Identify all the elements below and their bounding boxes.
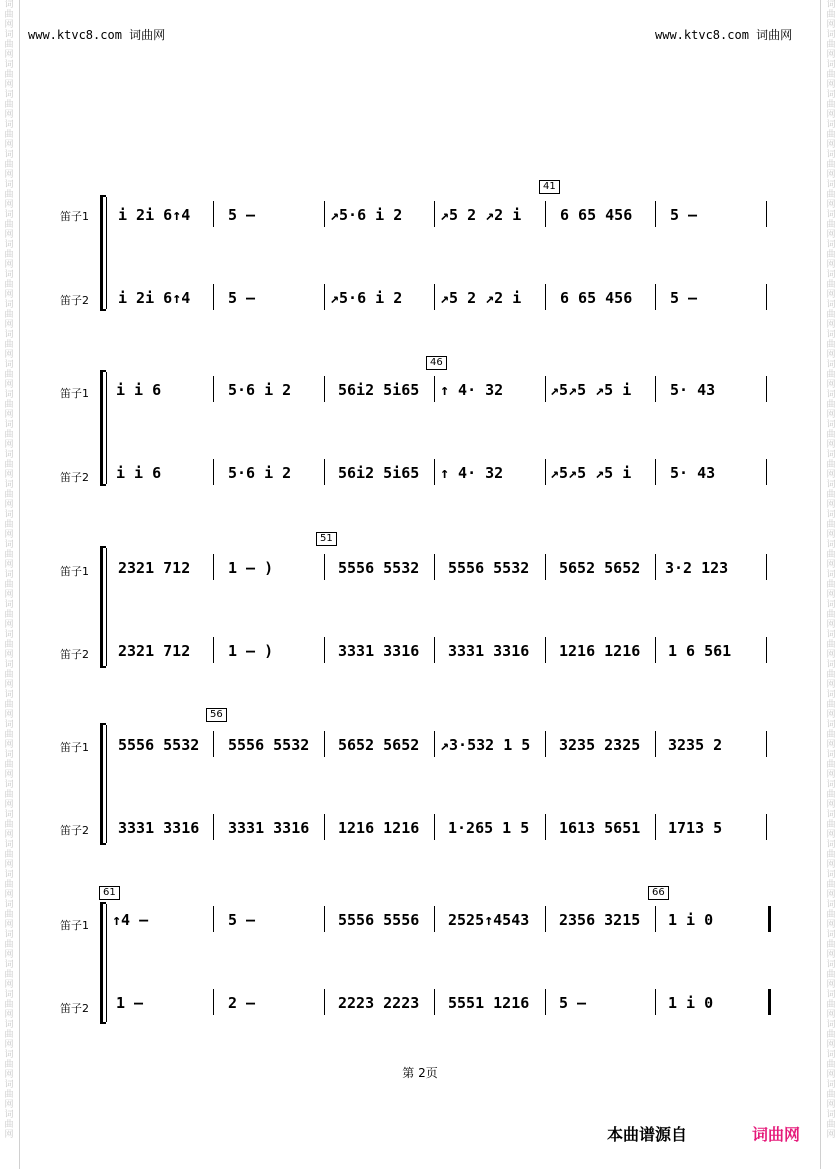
rehearsal-mark: 56 bbox=[206, 708, 227, 722]
source-label: 本曲谱源自 bbox=[607, 1125, 688, 1144]
measure: ↑4 – bbox=[112, 911, 149, 929]
barline bbox=[434, 201, 435, 227]
measure: 5· 43 bbox=[670, 381, 716, 399]
barline bbox=[655, 731, 656, 757]
measure: 3235 2325 bbox=[559, 736, 641, 754]
measure: 3·2 123 bbox=[665, 559, 729, 577]
barline bbox=[324, 376, 325, 402]
measure: 3331 3316 bbox=[118, 819, 200, 837]
measure: 3235 2 bbox=[668, 736, 723, 754]
measure: 2223 2223 bbox=[338, 994, 420, 1012]
right-border-line bbox=[820, 0, 821, 1169]
part-label: 笛子2 bbox=[60, 471, 89, 484]
right-watermark-strip: 词曲网词曲网词曲网词曲网词曲网词曲网词曲网词曲网词曲网词曲网词曲网词曲网词曲网词曲网词曲网词曲网词曲网词曲网词曲网词曲网词曲网词曲网词曲网词曲网词曲网词曲网词曲网词曲网词曲网词曲网词曲网词曲网词曲网词曲网词曲网词曲网词曲网词曲网 bbox=[826, 0, 836, 1140]
measure: 5 – bbox=[228, 911, 256, 929]
system-line bbox=[106, 725, 107, 843]
measure: 6 65 456 bbox=[560, 289, 633, 307]
barline bbox=[213, 554, 214, 580]
barline bbox=[434, 989, 435, 1015]
barline bbox=[434, 284, 435, 310]
system-line bbox=[106, 548, 107, 666]
measure: 1 – ) bbox=[228, 642, 274, 660]
barline bbox=[434, 554, 435, 580]
rehearsal-mark: 61 bbox=[99, 886, 120, 900]
barline bbox=[545, 989, 546, 1015]
measure: 56i2 5i65 bbox=[338, 381, 420, 399]
barline bbox=[545, 201, 546, 227]
measure: 5556 5532 bbox=[448, 559, 530, 577]
measure: i 2i 6↑4 bbox=[118, 206, 191, 224]
barline bbox=[655, 814, 656, 840]
barline bbox=[434, 906, 435, 932]
measure: 1 i 0 bbox=[668, 994, 714, 1012]
barline bbox=[434, 376, 435, 402]
barline bbox=[324, 284, 325, 310]
measure: 5556 5556 bbox=[338, 911, 420, 929]
measure: 56i2 5i65 bbox=[338, 464, 420, 482]
final-barline bbox=[768, 906, 771, 932]
barline bbox=[766, 201, 767, 227]
barline bbox=[655, 637, 656, 663]
barline bbox=[655, 906, 656, 932]
measure: ↑ 4· 32 bbox=[440, 381, 504, 399]
measure: 5556 5532 bbox=[118, 736, 200, 754]
barline bbox=[213, 989, 214, 1015]
barline bbox=[324, 554, 325, 580]
barline bbox=[655, 459, 656, 485]
barline bbox=[545, 459, 546, 485]
measure: 1 – ) bbox=[228, 559, 274, 577]
measure: ↗5 2 ↗2 i bbox=[440, 206, 522, 224]
part-label: 笛子2 bbox=[60, 1002, 89, 1015]
measure: ↑ 4· 32 bbox=[440, 464, 504, 482]
barline bbox=[655, 989, 656, 1015]
measure: ↗5↗5 ↗5 i bbox=[550, 464, 632, 482]
measure: 3331 3316 bbox=[338, 642, 420, 660]
measure: 5556 5532 bbox=[228, 736, 310, 754]
measure: 6 65 456 bbox=[560, 206, 633, 224]
barline bbox=[434, 459, 435, 485]
barline bbox=[213, 906, 214, 932]
measure: i i 6 bbox=[116, 464, 162, 482]
measure: 5652 5652 bbox=[559, 559, 641, 577]
barline bbox=[766, 554, 767, 580]
measure: 5652 5652 bbox=[338, 736, 420, 754]
rehearsal-mark: 46 bbox=[426, 356, 447, 370]
header-left-url[interactable]: www.ktvc8.com bbox=[28, 28, 122, 42]
barline bbox=[434, 731, 435, 757]
barline bbox=[766, 284, 767, 310]
barline bbox=[324, 201, 325, 227]
measure: i 2i 6↑4 bbox=[118, 289, 191, 307]
measure: 1·265 1 5 bbox=[448, 819, 530, 837]
system-bracket bbox=[100, 725, 103, 843]
left-watermark-strip: 词曲网词曲网词曲网词曲网词曲网词曲网词曲网词曲网词曲网词曲网词曲网词曲网词曲网词曲网词曲网词曲网词曲网词曲网词曲网词曲网词曲网词曲网词曲网词曲网词曲网词曲网词曲网词曲网词曲网词曲网词曲网词曲网词曲网词曲网词曲网词曲网词曲网词曲网 bbox=[4, 0, 14, 1140]
measure: 1713 5 bbox=[668, 819, 723, 837]
part-label: 笛子2 bbox=[60, 648, 89, 661]
barline bbox=[324, 814, 325, 840]
barline bbox=[213, 376, 214, 402]
header-right bbox=[655, 26, 792, 43]
measure: 2525↑4543 bbox=[448, 911, 530, 929]
barline bbox=[766, 376, 767, 402]
measure: 2321 712 bbox=[118, 559, 191, 577]
brand-link[interactable]: 词曲网 bbox=[752, 1125, 801, 1144]
barline bbox=[213, 459, 214, 485]
measure: ↗5↗5 ↗5 i bbox=[550, 381, 632, 399]
measure: 2321 712 bbox=[118, 642, 191, 660]
system-bracket bbox=[100, 372, 103, 484]
part-label: 笛子1 bbox=[60, 387, 89, 400]
measure: 1613 5651 bbox=[559, 819, 641, 837]
barline bbox=[213, 731, 214, 757]
measure: 5 – bbox=[670, 206, 698, 224]
system-line bbox=[106, 372, 107, 484]
part-label: 笛子2 bbox=[60, 294, 89, 307]
measure: 5·6 i 2 bbox=[228, 464, 292, 482]
final-barline bbox=[768, 989, 771, 1015]
barline bbox=[655, 201, 656, 227]
measure: i i 6 bbox=[116, 381, 162, 399]
header-right-url[interactable]: www.ktvc8.com bbox=[655, 28, 749, 42]
barline bbox=[213, 814, 214, 840]
measure: ↗5·6 i 2 bbox=[330, 206, 403, 224]
measure: 5 – bbox=[670, 289, 698, 307]
measure: ↗5 2 ↗2 i bbox=[440, 289, 522, 307]
measure: 5 – bbox=[228, 206, 256, 224]
barline bbox=[213, 637, 214, 663]
barline bbox=[213, 284, 214, 310]
measure: 5·6 i 2 bbox=[228, 381, 292, 399]
measure: ↗3·532 1 5 bbox=[440, 736, 531, 754]
barline bbox=[766, 459, 767, 485]
rehearsal-mark: 41 bbox=[539, 180, 560, 194]
part-label: 笛子1 bbox=[60, 210, 89, 223]
barline bbox=[324, 637, 325, 663]
system-bracket bbox=[100, 904, 103, 1022]
barline bbox=[545, 906, 546, 932]
barline bbox=[324, 906, 325, 932]
part-label: 笛子1 bbox=[60, 741, 89, 754]
barline bbox=[655, 284, 656, 310]
barline bbox=[545, 731, 546, 757]
measure: 1 6 561 bbox=[668, 642, 732, 660]
measure: 5 – bbox=[228, 289, 256, 307]
barline bbox=[324, 731, 325, 757]
measure: 2 – bbox=[228, 994, 256, 1012]
barline bbox=[766, 731, 767, 757]
system-bracket bbox=[100, 197, 103, 309]
measure: ↗5·6 i 2 bbox=[330, 289, 403, 307]
barline bbox=[545, 814, 546, 840]
barline bbox=[324, 459, 325, 485]
measure: 3331 3316 bbox=[228, 819, 310, 837]
rehearsal-mark: 51 bbox=[316, 532, 337, 546]
system-line bbox=[106, 904, 107, 1022]
barline bbox=[545, 284, 546, 310]
barline bbox=[545, 637, 546, 663]
part-label: 笛子2 bbox=[60, 824, 89, 837]
barline bbox=[766, 637, 767, 663]
barline bbox=[655, 376, 656, 402]
measure: 1216 1216 bbox=[338, 819, 420, 837]
measure: 5551 1216 bbox=[448, 994, 530, 1012]
barline bbox=[324, 989, 325, 1015]
barline bbox=[434, 814, 435, 840]
barline bbox=[545, 376, 546, 402]
barline bbox=[766, 814, 767, 840]
measure: 5· 43 bbox=[670, 464, 716, 482]
system-line bbox=[106, 197, 107, 309]
header-right-site: 词曲网 bbox=[756, 28, 793, 42]
part-label: 笛子1 bbox=[60, 919, 89, 932]
barline bbox=[434, 637, 435, 663]
rehearsal-mark: 66 bbox=[648, 886, 669, 900]
measure: 5 – bbox=[559, 994, 587, 1012]
header-left bbox=[28, 26, 165, 43]
barline bbox=[655, 554, 656, 580]
barline bbox=[545, 554, 546, 580]
measure: 1216 1216 bbox=[559, 642, 641, 660]
measure: 5556 5532 bbox=[338, 559, 420, 577]
measure: 1 – bbox=[116, 994, 144, 1012]
measure: 2356 3215 bbox=[559, 911, 641, 929]
barline bbox=[213, 201, 214, 227]
page-number: 第 2页 bbox=[402, 1066, 438, 1080]
measure: 1 i 0 bbox=[668, 911, 714, 929]
header-left-site: 词曲网 bbox=[129, 28, 166, 42]
measure: 3331 3316 bbox=[448, 642, 530, 660]
part-label: 笛子1 bbox=[60, 565, 89, 578]
system-bracket bbox=[100, 548, 103, 666]
left-border-line bbox=[19, 0, 20, 1169]
